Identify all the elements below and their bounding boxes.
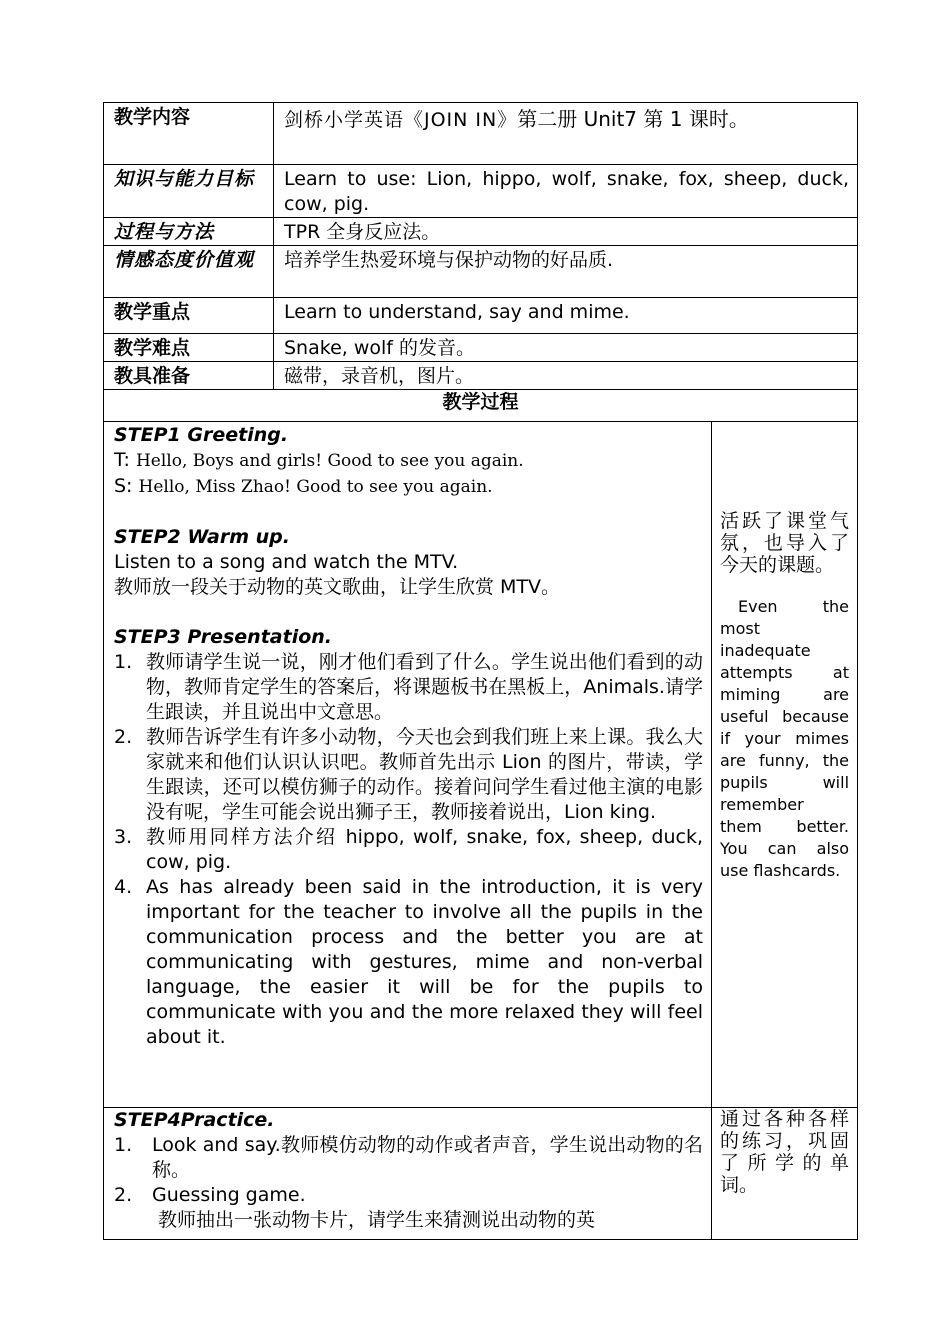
row-process-heading [104,390,858,422]
row-process-steps-a [104,422,858,1108]
step4-continuation: 教师抽出一张动物卡片，请学生来猜测说出动物的英 [158,1209,596,1231]
item-number: 4. [114,876,133,898]
list-item [114,1133,703,1183]
list-item [114,725,703,825]
item-number: 1. [114,1134,133,1156]
item-number: 3. [114,826,133,848]
course-unit: 第二册 Unit7 第 1 课时。 [517,107,749,131]
step2-line1: Listen to a song and watch the MTV. [114,551,459,573]
step1-student-prefix: S: [114,475,133,497]
item-text: Look and say.教师模仿动物的动作或者声音，学生说出动物的名称。 [152,1134,703,1181]
process-heading: 教学过程 [104,390,858,422]
step2-line2: 教师放一段关于动物的英文歌曲，让学生欣赏 MTV。 [114,576,561,598]
item-text: 教师用同样方法介绍 hippo, wolf, snake, fox, sheep, duck, cow, pig. [146,826,703,873]
note-practice: 通过各种各样的练习，巩固了所学的单词。 [720,1108,850,1196]
value-teaching-content [274,103,858,165]
course-title: 剑桥小学英语《JOIN IN》 [284,109,518,131]
process-steps-a [104,422,712,1108]
value-knowledge-goals: Learn to use: Lion, hippo, wolf, snake, fox, sheep, duck, cow, pig. [274,165,858,218]
item-number: 2. [114,726,133,748]
step4-title: STEP4Practice. [114,1109,275,1131]
row-teaching-content [104,103,858,165]
spacer [114,500,703,525]
item-text: 教师告诉学生有许多小动物，今天也会到我们班上来上课。我么大家就来和他们认识认识吧。教师首先出示 Lion 的图片，带读，学生跟读，还可以模仿狮子的动作。接着问问学生看过他主演的电影没有呢，学生可能会说出狮子王，教师接着说出，Lion king. [146,726,703,823]
step3-list [114,650,703,1050]
notes-cell-a [712,422,858,1108]
notes-cell-b [712,1108,858,1240]
step1-student-text: Hello, Miss Zhao! Good to see you again. [138,477,493,497]
list-item [114,1183,703,1208]
step1-teacher-text: Hello, Boys and girls! Good to see you again. [135,451,524,471]
list-item [114,650,703,725]
spacer [720,422,849,510]
label-key-points: 教学重点 [104,298,274,334]
row-key-points [104,298,858,334]
process-steps-b [104,1108,712,1240]
label-process-method: 过程与方法 [104,218,274,246]
value-difficult-points: Snake, wolf 的发音。 [274,334,858,362]
value-key-points: Learn to understand, say and mime. [274,298,858,334]
item-number: 1. [114,651,133,673]
item-text: Guessing game. [152,1184,306,1206]
note-warmup: 活跃了课堂气氛，也导入了今天的课题。 [720,510,850,576]
row-difficult-points [104,334,858,362]
step3-title: STEP3 Presentation. [114,626,332,648]
row-teaching-aids [104,362,858,390]
label-attitude-values: 情感态度价值观 [104,246,274,298]
step2-title: STEP2 Warm up. [114,526,291,548]
row-attitude-values [104,246,858,298]
list-item [114,875,703,1050]
item-number: 2. [114,1184,133,1206]
step1-teacher-line [114,448,703,474]
step1-title: STEP1 Greeting. [114,424,289,446]
list-item [114,825,703,875]
item-text: 教师请学生说一说，刚才他们看到了什么。学生说出他们看到的动物，教师肯定学生的答案后，将课题板书在黑板上，Animals.请学生跟读，并且说出中文意思。 [146,651,703,723]
step1-teacher-prefix: T: [114,449,130,471]
note-miming: Even the most inadequate attempts at miming are useful because if your mimes are funny, the pupils will remember them better. You can also use flashcards. [720,597,850,880]
label-knowledge-goals: 知识与能力目标 [104,165,274,218]
step4-list [114,1133,703,1208]
row-process-method [104,218,858,246]
label-difficult-points: 教学难点 [104,334,274,362]
row-knowledge-goals [104,165,858,218]
value-process-method: TPR 全身反应法。 [274,218,858,246]
label-teaching-content: 教学内容 [104,103,274,165]
step1-student-line [114,474,703,500]
spacer [720,576,849,596]
item-text: As has already been said in the introduction, it is very important for the teacher to involve all the pupils in the communication process and the better you are at communicating with gestures, mime and non-verbal language, the easier it will be for the pupils to communicate with you and the more relaxed they will feel about it. [146,876,703,1048]
value-teaching-aids: 磁带，录音机，图片。 [274,362,858,390]
value-attitude-values: 培养学生热爱环境与保护动物的好品质. [274,246,858,298]
row-process-steps-b [104,1108,858,1240]
label-teaching-aids: 教具准备 [104,362,274,390]
lesson-plan-table [103,102,858,1240]
spacer [114,600,703,625]
